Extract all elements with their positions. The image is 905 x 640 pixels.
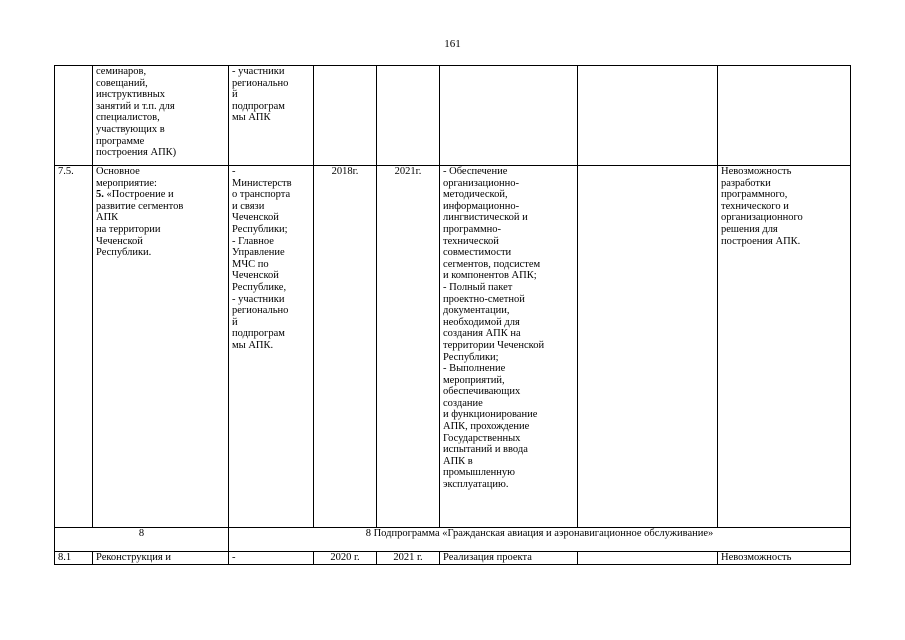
measure-number: 5. — [96, 189, 104, 201]
cell-measure-name: семинаров, совещаний, инструктивных занятий и т.п. для специалистов, участвующих в программе построения АПК) — [93, 66, 229, 166]
page-number: 161 — [444, 38, 461, 50]
measure-name-body: «Построение и развитие сегментов АПК на территории Чеченской Республики. — [96, 189, 184, 259]
cell-executor: - участники регионально й подпрограм мы АПК — [229, 66, 314, 166]
cell-measure-name — [93, 166, 229, 528]
table-row-7-5 — [55, 166, 851, 528]
cell-year-end: 2021г. — [377, 166, 440, 528]
measure-name-intro: Основное мероприятие: — [96, 166, 157, 189]
cell-consequences: Невозможность — [718, 552, 851, 565]
cell-number — [55, 66, 93, 166]
cell-number: 8.1 — [55, 552, 93, 565]
table-row-section-8 — [55, 528, 851, 552]
cell-links — [578, 166, 718, 528]
cell-year-end: 2021 г. — [377, 552, 440, 565]
cell-consequences — [718, 66, 851, 166]
cell-expected-result: Реализация проекта — [440, 552, 578, 565]
subprogram-title: 8 Подпрограмма «Гражданская авиация и аэронавигационное обслуживание» — [365, 528, 714, 539]
cell-year-end — [377, 66, 440, 166]
program-measures-table — [54, 65, 851, 565]
cell-links — [578, 552, 718, 565]
cell-consequences: Невозможность разработки программного, технического и организационного решения для построения АПК. — [718, 166, 851, 528]
cell-number: 7.5. — [55, 166, 93, 528]
cell-expected-result — [440, 66, 578, 166]
cell-year-start: 2020 г. — [314, 552, 377, 565]
cell-measure-name: Реконструкция и — [93, 552, 229, 565]
cell-links — [578, 66, 718, 166]
section-title — [229, 528, 851, 552]
cell-executor: - Министерств о транспорта и связи Чеченской Республики; - Главное Управление МЧС по Чеченской Республике, - участники регионально й подпрограм мы АПК. — [229, 166, 314, 528]
section-number: 8 — [55, 528, 229, 552]
cell-executor: - — [229, 552, 314, 565]
table-row-8-1 — [55, 552, 851, 565]
cell-year-start: 2018г. — [314, 166, 377, 528]
table-row-continuation — [55, 66, 851, 166]
cell-year-start — [314, 66, 377, 166]
cell-expected-result: - Обеспечение организационно- методической, информационно- лингвистической и программно- технической совместимости сегментов, подсистем и компонентов АПК; - Полный пакет проектно-сметной документации, необходимой для создания АПК на территории Чеченской Республики; - Выполнение мероприятий, обеспечивающих создание и функционирование АПК, прохождение Государственных испытаний и ввода АПК в промышленную эксплуатацию. — [440, 166, 578, 528]
